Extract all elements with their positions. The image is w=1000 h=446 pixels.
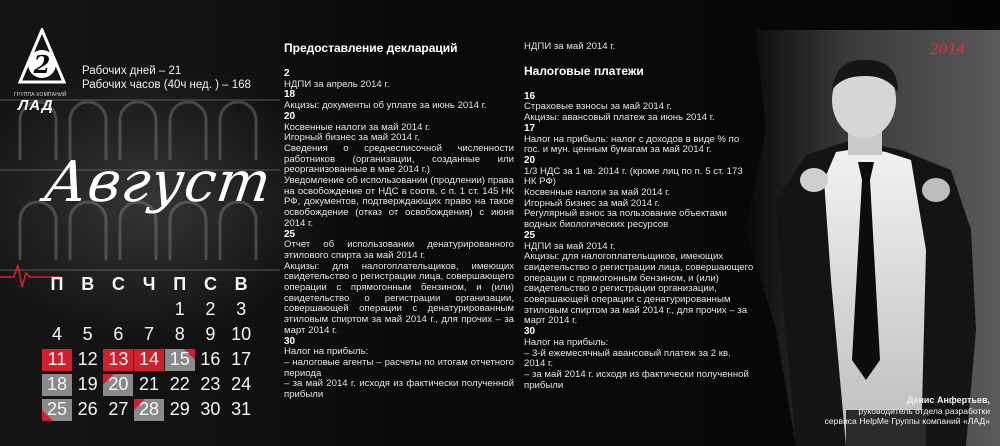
calendar-day-number: 25 bbox=[46, 399, 68, 419]
deadline-item: Акцизы: документы об уплате за июнь 2014 г. bbox=[284, 100, 487, 112]
calendar-day-number: 24 bbox=[231, 374, 252, 394]
deadline-day: 30 bbox=[284, 335, 296, 347]
calendar-week-row bbox=[42, 397, 257, 422]
calendar-day bbox=[134, 374, 164, 396]
calendar-day-number: 5 bbox=[82, 324, 93, 344]
deadline-item: Налог на прибыль: bbox=[524, 336, 609, 348]
work-hours: Рабочих часов (40ч нед. ) – 168 bbox=[82, 79, 251, 91]
portrait-photo bbox=[736, 30, 1000, 446]
deadline-item: Акцизы: для налогоплательщиков, имеющих свидетельство о регистрации лица, совершающего операции с прямогонным бензином, и (или) свидетельство о регистрации организации, совершающей операции с денатурированным этиловым спиртом за май 2014 г., для прочих – за март 2014 г. bbox=[524, 251, 754, 327]
calendar-day-number: 11 bbox=[47, 349, 67, 369]
deadline-day: 25 bbox=[284, 228, 296, 240]
weekday-header: П bbox=[50, 274, 64, 294]
deadline-day: 30 bbox=[524, 326, 536, 338]
month-title: Август bbox=[40, 150, 276, 215]
deadline-item: Отчет об использовании денатурированного этилового спирта за май 2014 г. bbox=[284, 239, 514, 261]
deadline-item: Акцизы: авансовый платеж за июнь 2014 г. bbox=[524, 112, 715, 124]
calendar-day bbox=[42, 399, 72, 421]
deadline-item: – за май 2014 г. исходя из фактически полученной прибыли bbox=[524, 368, 749, 391]
deadline-item: Страховые взносы за май 2014 г. bbox=[524, 101, 672, 113]
calendar-grid bbox=[42, 272, 257, 422]
calendar-day-number: 1 bbox=[174, 299, 185, 319]
payments-heading: Налоговые платежи bbox=[524, 63, 644, 78]
calendar-day bbox=[134, 299, 164, 321]
caption-org: сервиса HelpMe Группы компаний «ЛАД» bbox=[824, 416, 990, 426]
calendar-header-row bbox=[42, 272, 257, 297]
caption-name: Денис Анфертьев, bbox=[906, 395, 990, 405]
svg-text:2: 2 bbox=[33, 50, 51, 79]
deadline-item: Уведомление об использовании (продлении) права на освобождение от НДС в соотв. с п. 1 ст. 145 НК РФ, документов, подтверждающих право на такое освобождение (отказ от освобождения) с июня 2014 г. bbox=[284, 175, 514, 229]
calendar-day bbox=[226, 299, 256, 321]
calendar-day-number: 9 bbox=[205, 324, 216, 344]
weekday-header: П bbox=[173, 274, 187, 294]
deadline-item: Игорный бизнес за май 2014 г. bbox=[284, 132, 420, 144]
calendar-day-number: 3 bbox=[236, 299, 247, 319]
calendar-day-number: 12 bbox=[77, 349, 98, 369]
calendar-day bbox=[103, 374, 133, 396]
deadline-item: Косвенные налоги за май 2014 г. bbox=[284, 121, 431, 133]
weekday-header: Ч bbox=[142, 274, 156, 294]
payments-pre-text: НДПИ за май 2014 г. bbox=[524, 41, 616, 52]
calendar-day bbox=[42, 299, 72, 321]
deadline-day: 2 bbox=[284, 68, 290, 79]
calendar-day-number: 2 bbox=[205, 299, 216, 319]
calendar-day bbox=[42, 324, 72, 346]
calendar-day bbox=[103, 349, 133, 371]
calendar-day-number: 14 bbox=[139, 349, 160, 369]
calendar-day-number: 15 bbox=[169, 349, 190, 369]
calendar-day bbox=[195, 324, 225, 346]
calendar-day bbox=[165, 399, 195, 421]
calendar-day-number: 17 bbox=[231, 349, 252, 369]
calendar-week-row bbox=[42, 372, 257, 397]
calendar-day-number: 31 bbox=[231, 399, 252, 419]
calendar-day bbox=[42, 374, 72, 396]
weekday-header: С bbox=[111, 274, 125, 294]
calendar-day bbox=[195, 349, 225, 371]
logo-subtitle: ГРУППА КОМПАНИЙ bbox=[14, 92, 67, 98]
calendar-week-row bbox=[42, 322, 257, 347]
calendar-day-number: 29 bbox=[169, 399, 190, 419]
calendar-day-number: 16 bbox=[200, 349, 221, 369]
deadline-item: Косвенные налоги за май 2014 г. bbox=[524, 187, 671, 199]
deadline-item: – за май 2014 г. исходя из фактически полученной прибыли bbox=[284, 378, 514, 401]
calendar-day-number: 22 bbox=[169, 374, 190, 394]
calendar-day bbox=[226, 324, 256, 346]
deadline-item: Акцизы: для налогоплательщиков, имеющих свидетельство о регистрации лица, совершающего операции с прямогонным бензином, и (или) свидетельство о регистрации организации, совершающей операции с денатурированным этиловым спиртом за май 2014 г., для прочих – за март 2014 г. bbox=[284, 260, 514, 336]
calendar-day-number: 21 bbox=[139, 374, 160, 394]
calendar-day-number: 6 bbox=[113, 324, 124, 344]
calendar-day-number: 19 bbox=[77, 374, 98, 394]
calendar-day-number: 8 bbox=[174, 324, 185, 344]
calendar-day-number: 20 bbox=[108, 374, 129, 394]
deadline-day: 25 bbox=[524, 229, 536, 241]
weekday-header: В bbox=[81, 274, 95, 294]
calendar-day bbox=[195, 374, 225, 396]
calendar-day-number: 26 bbox=[77, 399, 98, 419]
deadline-item: НДПИ за май 2014 г. bbox=[524, 240, 616, 252]
deadline-item: 1/3 НДС за 1 кв. 2014 г. (кроме лиц по п. 5 ст. 173 НК РФ) bbox=[524, 165, 743, 188]
calendar-week-row bbox=[42, 347, 257, 372]
company-logo bbox=[18, 28, 66, 90]
calendar-day bbox=[195, 399, 225, 421]
calendar-day bbox=[195, 299, 225, 321]
calendar-day bbox=[73, 299, 103, 321]
year-label: 2014 bbox=[930, 42, 966, 58]
calendar-day-number: 7 bbox=[144, 324, 155, 344]
deadline-item: – налоговые агенты – расчеты по итогам отчетного периода bbox=[284, 356, 514, 379]
caption-role: руководитель отдела разработки bbox=[858, 405, 990, 416]
calendar-day-number: 27 bbox=[108, 399, 129, 419]
deadline-day: 17 bbox=[524, 122, 536, 134]
calendar-day bbox=[103, 324, 133, 346]
calendar-day bbox=[226, 399, 256, 421]
work-stats bbox=[82, 64, 251, 92]
calendar-day-number: 13 bbox=[108, 349, 129, 369]
declarations-list bbox=[284, 69, 514, 401]
deadline-day: 20 bbox=[524, 154, 536, 166]
calendar-day-number: 28 bbox=[139, 399, 160, 419]
calendar-day bbox=[73, 324, 103, 346]
calendar-day-number: 23 bbox=[200, 374, 221, 394]
deadline-day: 16 bbox=[524, 90, 536, 102]
calendar-day bbox=[226, 374, 256, 396]
calendar-day bbox=[103, 299, 133, 321]
calendar-week-row bbox=[42, 297, 257, 322]
deadline-item: Сведения о среднесписочной численности работников (организации, созданные или реорганизованные в мае 2014 г.) bbox=[284, 142, 514, 176]
deadline-day: 18 bbox=[284, 89, 296, 101]
calendar-day-number: 18 bbox=[46, 374, 68, 394]
payments-column bbox=[524, 42, 754, 391]
payments-list bbox=[524, 92, 754, 392]
deadline-day: 20 bbox=[284, 110, 296, 122]
deadline-item: Налог на прибыль: bbox=[284, 346, 369, 358]
calendar-day bbox=[165, 324, 195, 346]
declarations-heading: Предоставление деклараций bbox=[284, 41, 458, 55]
calendar-day bbox=[103, 399, 133, 421]
photo-caption bbox=[825, 395, 990, 427]
calendar-day bbox=[165, 299, 195, 321]
declarations-column bbox=[284, 42, 514, 401]
calendar-day bbox=[134, 349, 164, 371]
deadline-item: Регулярный взнос за пользование объектами водных биологических ресурсов bbox=[524, 208, 727, 231]
calendar-day bbox=[73, 374, 103, 396]
calendar-day-number: 30 bbox=[200, 399, 221, 419]
work-days: Рабочих дней – 21 bbox=[82, 65, 182, 77]
calendar-day-number: 4 bbox=[51, 324, 62, 344]
calendar-day bbox=[226, 349, 256, 371]
deadline-item: Налог на прибыль: налог с доходов в виде % по гос. и мун. ценным бумагам за май 2014 г. bbox=[524, 133, 740, 156]
weekday-header: С bbox=[203, 274, 217, 294]
calendar-day-number: 10 bbox=[231, 324, 252, 344]
weekday-header: В bbox=[234, 274, 248, 294]
deadline-item: НДПИ за апрель 2014 г. bbox=[284, 78, 390, 90]
deadline-item: Игорный бизнес за май 2014 г. bbox=[524, 197, 660, 209]
calendar-day bbox=[73, 349, 103, 371]
calendar-day bbox=[165, 349, 195, 371]
deadline-item: – 3-й ежемесячный авансовый платеж за 2 кв. 2014 г. bbox=[524, 347, 731, 370]
calendar-day bbox=[165, 374, 195, 396]
calendar-day bbox=[73, 399, 103, 421]
logo-name: ЛАД bbox=[18, 97, 54, 114]
calendar-day bbox=[42, 349, 72, 371]
calendar-day bbox=[134, 324, 164, 346]
calendar-day bbox=[134, 399, 164, 421]
